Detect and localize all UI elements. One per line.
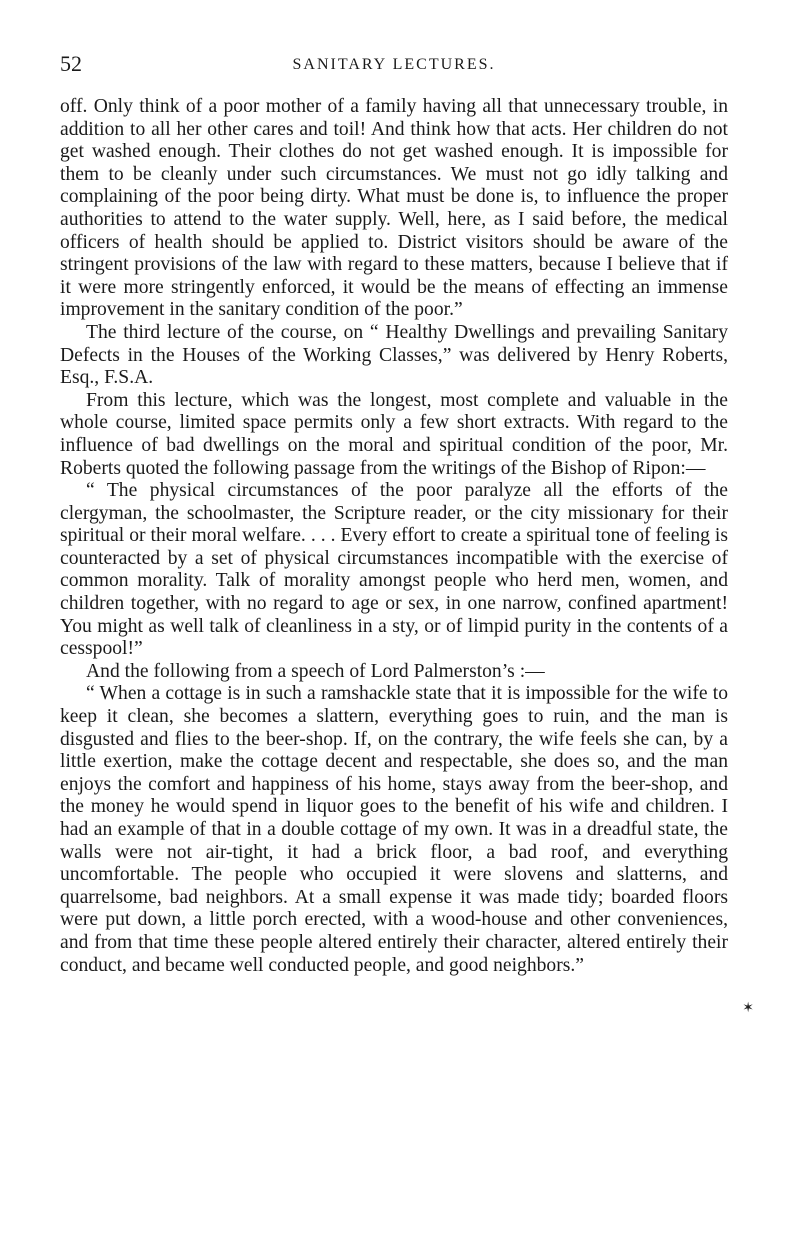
page-header	[60, 52, 728, 80]
body-text	[60, 96, 728, 977]
paragraph-lecture-extracts: From this lecture, which was the longest, most complete and valuable in the whole course, limited space permits only a few short extracts. With regard to the influence of bad dwellings on the moral and spiritual condition of the poor, Mr. Roberts quoted the following passage from the writings of the Bishop of Ripon:—	[60, 389, 728, 479]
paragraph-third-lecture: The third lecture of the course, on “ Healthy Dwellings and prevailing Sanitary Defects in the Houses of the Working Classes,” was delivered by Henry Roberts, Esq., F.S.A.	[60, 321, 728, 389]
paragraph-water-supply: off. Only think of a poor mother of a family having all that unnecessary trouble, in addition to all her other cares and toil! And think how that acts. Her children do not get washed enough. Their clothes do not get washed enough. It is impossible for them to be cleanly under such circumstances. We must not go idly talking and complaining of the poor being dirty. What must be done is, to influence the proper authorities to attend to the water supply. Well, here, as I said before, the medical officers of health should be applied to. District visitors should be aware of the stringent provisions of the law with regard to these matters, because I believe that if it were more stringently enforced, it would be the means of effecting an immense improvement in the sanitary condition of the poor.”	[60, 96, 728, 321]
quote-lord-palmerston: “ When a cottage is in such a ramshackle state that it is impossible for the wife to keep it clean, she becomes a slattern, everything goes to ruin, and the man is disgusted and flies to the beer-shop. If, on the contrary, the wife feels she can, by a little exertion, make the cottage decent and respectable, she does so, and the man enjoys the comfort and happiness of his home, stays away from the beer-shop, and the money he would spend in liquor goes to the benefit of his wife and children. I had an example of that in a double cottage of my own. It was in a dreadful state, the walls were not air-tight, it had a brick floor, a bad roof, and everything uncomfortable. The people who occupied it were slovens and slatterns, and quarrelsome, bad neighbors. At a small expense it was made tidy; boarded floors were put down, a little porch erected, with a wood-house and other conveniences, and from that time these people altered entirely their character, altered entirely their conduct, and became well conducted people, and good neighbors.”	[60, 683, 728, 976]
book-page	[60, 52, 728, 977]
margin-ink-mark: ✶	[742, 1001, 754, 1016]
quote-bishop-of-ripon: “ The physical circumstances of the poor paralyze all the efforts of the clergyman, the schoolmaster, the Scripture reader, or the city missionary for their spiritual or their moral welfare. . . . Every effort to create a spiritual tone of feeling is counteracted by a set of physical circumstances incompatible with the exercise of common morality. Talk of morality amongst people who herd men, women, and children together, with no regard to age or sex, in one narrow, confined apartment! You might as well talk of cleanliness in a sty, or of limpid purity in the contents of a cesspool!”	[60, 480, 728, 660]
running-head: SANITARY LECTURES.	[292, 56, 496, 73]
paragraph-palmerston-intro: And the following from a speech of Lord Palmerston’s :—	[86, 660, 545, 682]
page-number: 52	[60, 51, 82, 76]
